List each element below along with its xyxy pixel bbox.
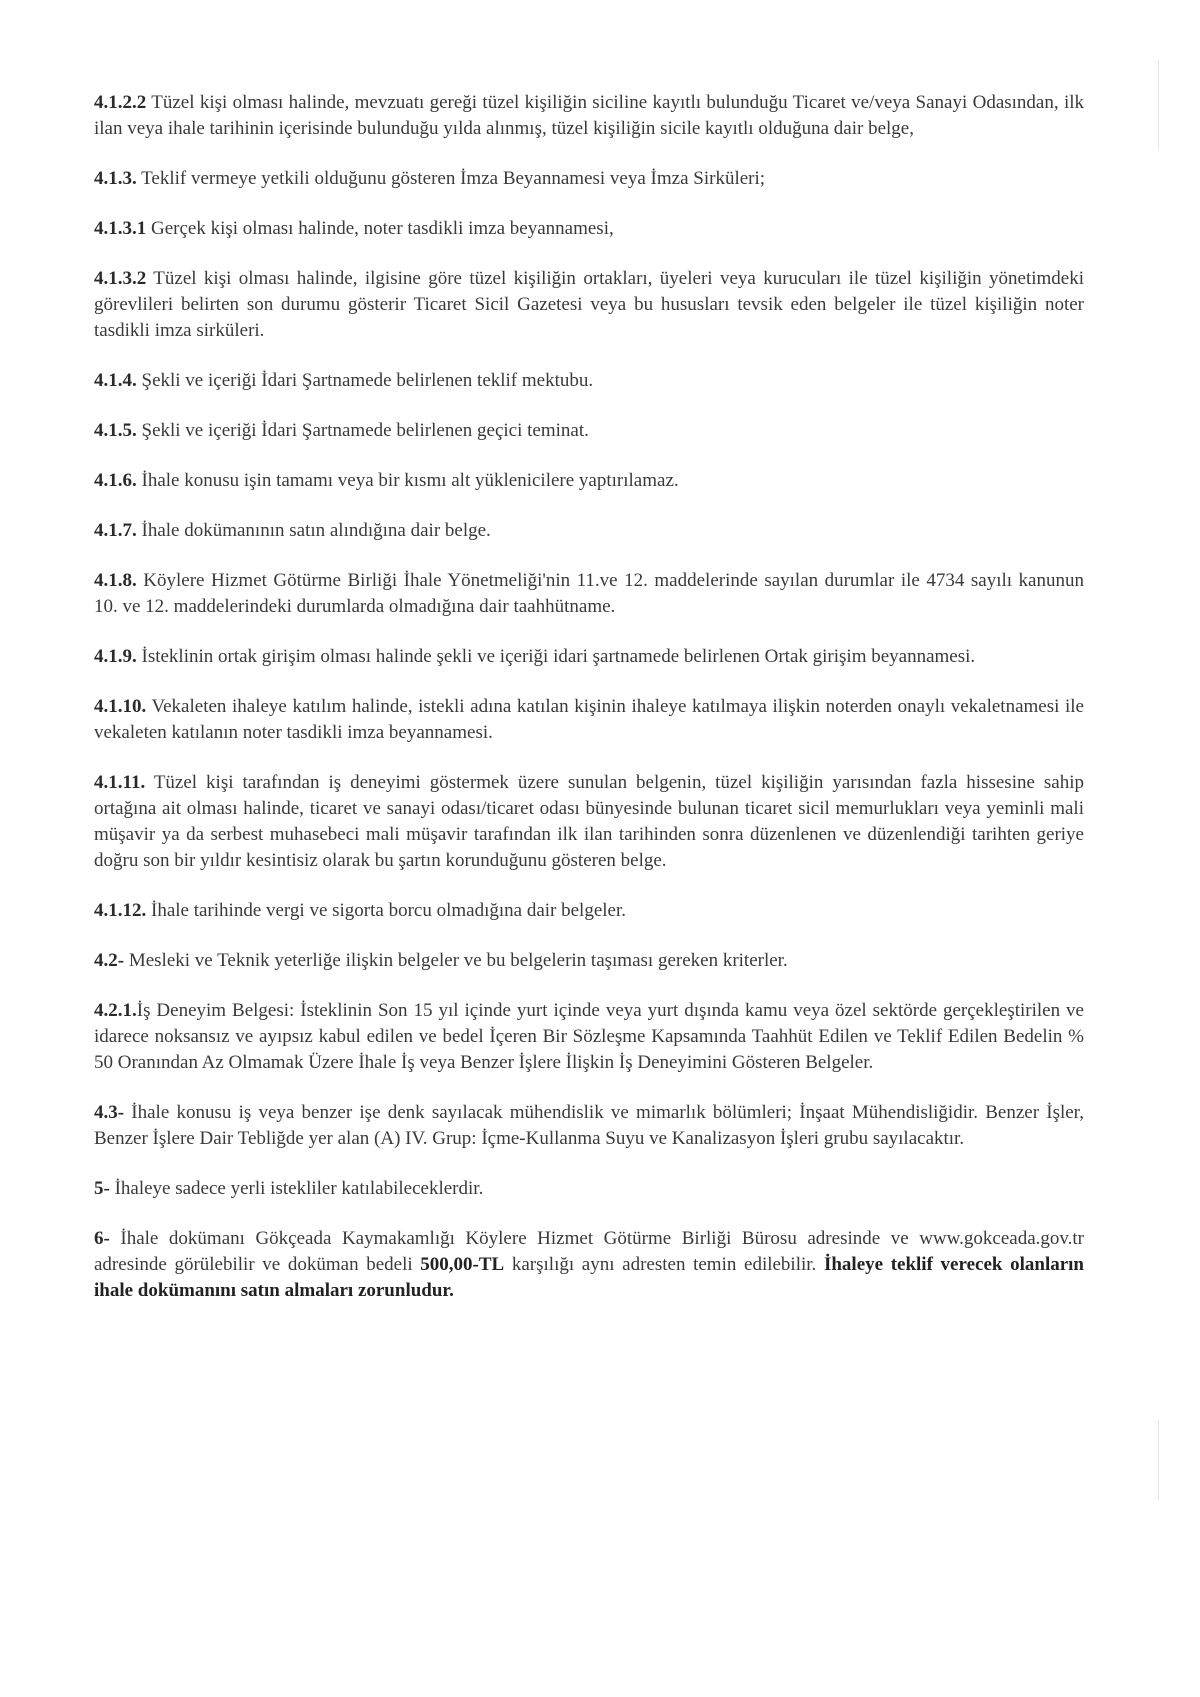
item-number: 4.1.9. [94,646,137,667]
item-text: İhale tarihinde vergi ve sigorta borcu olmadığına dair belgeler. [146,900,627,921]
scan-edge-mark [1158,1420,1159,1500]
item-number: 4.1.12. [94,900,147,921]
item-number: 4.1.3.1 [94,218,147,239]
item-text: Vekaleten ihaleye katılım halinde, istekli adına katılan kişinin ihaleye katılmaya ilişkin noterden onaylı vekaletnamesi ile vekaleten katılanın noter tasdikli imza beyannamesi. [94,696,1084,743]
item-text: İhaleye sadece yerli istekliler katılabileceklerdir. [109,1178,484,1199]
item-text: İhale dokümanı Gökçeada Kaymakamlığı Köylere Hizmet Götürme Birliği Bürosu adresinde ve www.gokceada.gov.tr adresinde görülebilir ve doküman bedeli [94,1228,1084,1275]
item-number: 4.1.8. [94,570,137,591]
paragraph [94,90,1084,142]
item-text: İsteklinin ortak girişim olması halinde şekli ve içeriği idari şartnamede belirlenen Ortak girişim beyannamesi. [136,646,976,667]
paragraph [94,644,1084,670]
item-text: Köylere Hizmet Götürme Birliği İhale Yönetmeliği'nin 11.ve 12. maddelerinde sayılan durumlar ile 4734 sayılı kanunun 10. ve 12. maddelerindeki durumlarda olmadığına dair taahhütname. [94,570,1084,617]
paragraph [94,518,1084,544]
item-number: 4.1.2.2 [94,92,147,113]
item-number: 4.1.11. [94,772,146,793]
paragraph [94,266,1084,344]
item-text: Şekli ve içeriği İdari Şartnamede belirlenen geçici teminat. [136,420,589,441]
item-text: İhale konusu iş veya benzer işe denk sayılacak mühendislik ve mimarlık bölümleri; İnşaat Mühendisliğidir. Benzer İşler, Benzer İşlere Dair Tebliğde yer alan (A) IV. Grup: İçme-Kullanma Suyu ve Kanalizasyon İşleri grubu sayılacaktır. [94,1102,1084,1149]
document-price: 500,00-TL [420,1254,505,1275]
item-text: Teklif vermeye yetkili olduğunu gösteren İmza Beyannamesi veya İmza Sirküleri; [136,168,766,189]
item-number: 4.3- [94,1102,125,1123]
paragraph [94,216,1084,242]
item-number: 4.1.10. [94,696,147,717]
item-text: Tüzel kişi tarafından iş deneyimi göstermek üzere sunulan belgenin, tüzel kişiliğin yarısından fazla hissesine sahip ortağına ait olması halinde, ticaret ve sanayi odası/ticaret odası bünyesinde bulunan ticaret sicil memurlukları veya yeminli mali müşavir ya da serbest muhasebeci mali müşavir tarafından ilk ilan tarihinden sonra düzenlenen ve düzenlendiği tarihten geriye doğru son bir yıldır kesintisiz olarak bu şartın korunduğunu gösteren belge. [94,772,1084,871]
item-number: 4.2.1. [94,1000,137,1021]
paragraph [94,998,1084,1076]
paragraph [94,1176,1084,1202]
paragraph [94,898,1084,924]
final-paragraph [94,1226,1084,1304]
item-text: Tüzel kişi olması halinde, mevzuatı gereği tüzel kişiliğin siciline kayıtlı bulunduğu Ticaret ve/veya Sanayi Odasından, ilk ilan veya ihale tarihinin içerisinde bulunduğu yılda alınmış, tüzel kişiliğin sicile kayıtlı olduğuna dair belge, [94,92,1084,139]
item-text: Gerçek kişi olması halinde, noter tasdikli imza beyannamesi, [146,218,614,239]
item-number: 4.1.5. [94,420,137,441]
item-number: 4.1.6. [94,470,137,491]
paragraph [94,166,1084,192]
item-number: 4.1.4. [94,370,137,391]
item-number: 4.1.3. [94,168,137,189]
item-text: İhale konusu işin tamamı veya bir kısmı alt yüklenicilere yaptırılamaz. [136,470,679,491]
scan-edge-mark [1158,60,1159,150]
item-number: 5- [94,1178,110,1199]
paragraph [94,1100,1084,1152]
paragraph [94,770,1084,874]
paragraph [94,418,1084,444]
item-number: 6- [94,1228,110,1249]
item-text: Mesleki ve Teknik yeterliğe ilişkin belgeler ve bu belgelerin taşıması gereken kriterler. [124,950,788,971]
paragraph [94,694,1084,746]
document-body [94,90,1084,1328]
item-text: İş Deneyim Belgesi: İsteklinin Son 15 yıl içinde yurt içinde veya yurt dışında kamu veya özel sektörde gerçekleştirilen ve idarece noksansız ve ayıpsız kabul edilen ve bedel İçeren Bir Sözleşme Kapsamında Taahhüt Edilen ve Teklif Edilen Bedelin % 50 Oranından Az Olmamak Üzere İhale İş veya Benzer İşlere İlişkin İş Deneyimini Gösteren Belgeler. [94,1000,1084,1073]
item-text: İhale dokümanının satın alındığına dair belge. [136,520,491,541]
item-number: 4.1.7. [94,520,137,541]
item-number: 4.2- [94,950,125,971]
item-text: karşılığı aynı adresten temin edilebilir. [504,1254,824,1275]
item-text: Şekli ve içeriği İdari Şartnamede belirlenen teklif mektubu. [136,370,594,391]
paragraph [94,568,1084,620]
paragraph [94,948,1084,974]
mandatory-notice: İhaleye teklif verecek olanların ihale dokümanını satın almaları zorunludur. [94,1254,1084,1301]
paragraph [94,368,1084,394]
paragraph [94,468,1084,494]
item-text: Tüzel kişi olması halinde, ilgisine göre tüzel kişiliğin ortakları, üyeleri veya kurucuları ile tüzel kişiliğin yönetimdeki görevlileri belirten son durumu gösterir Ticaret Sicil Gazetesi veya bu hususları tevsik eden belgeler ile tüzel kişiliğin noter tasdikli imza sirküleri. [94,268,1084,341]
item-number: 4.1.3.2 [94,268,147,289]
